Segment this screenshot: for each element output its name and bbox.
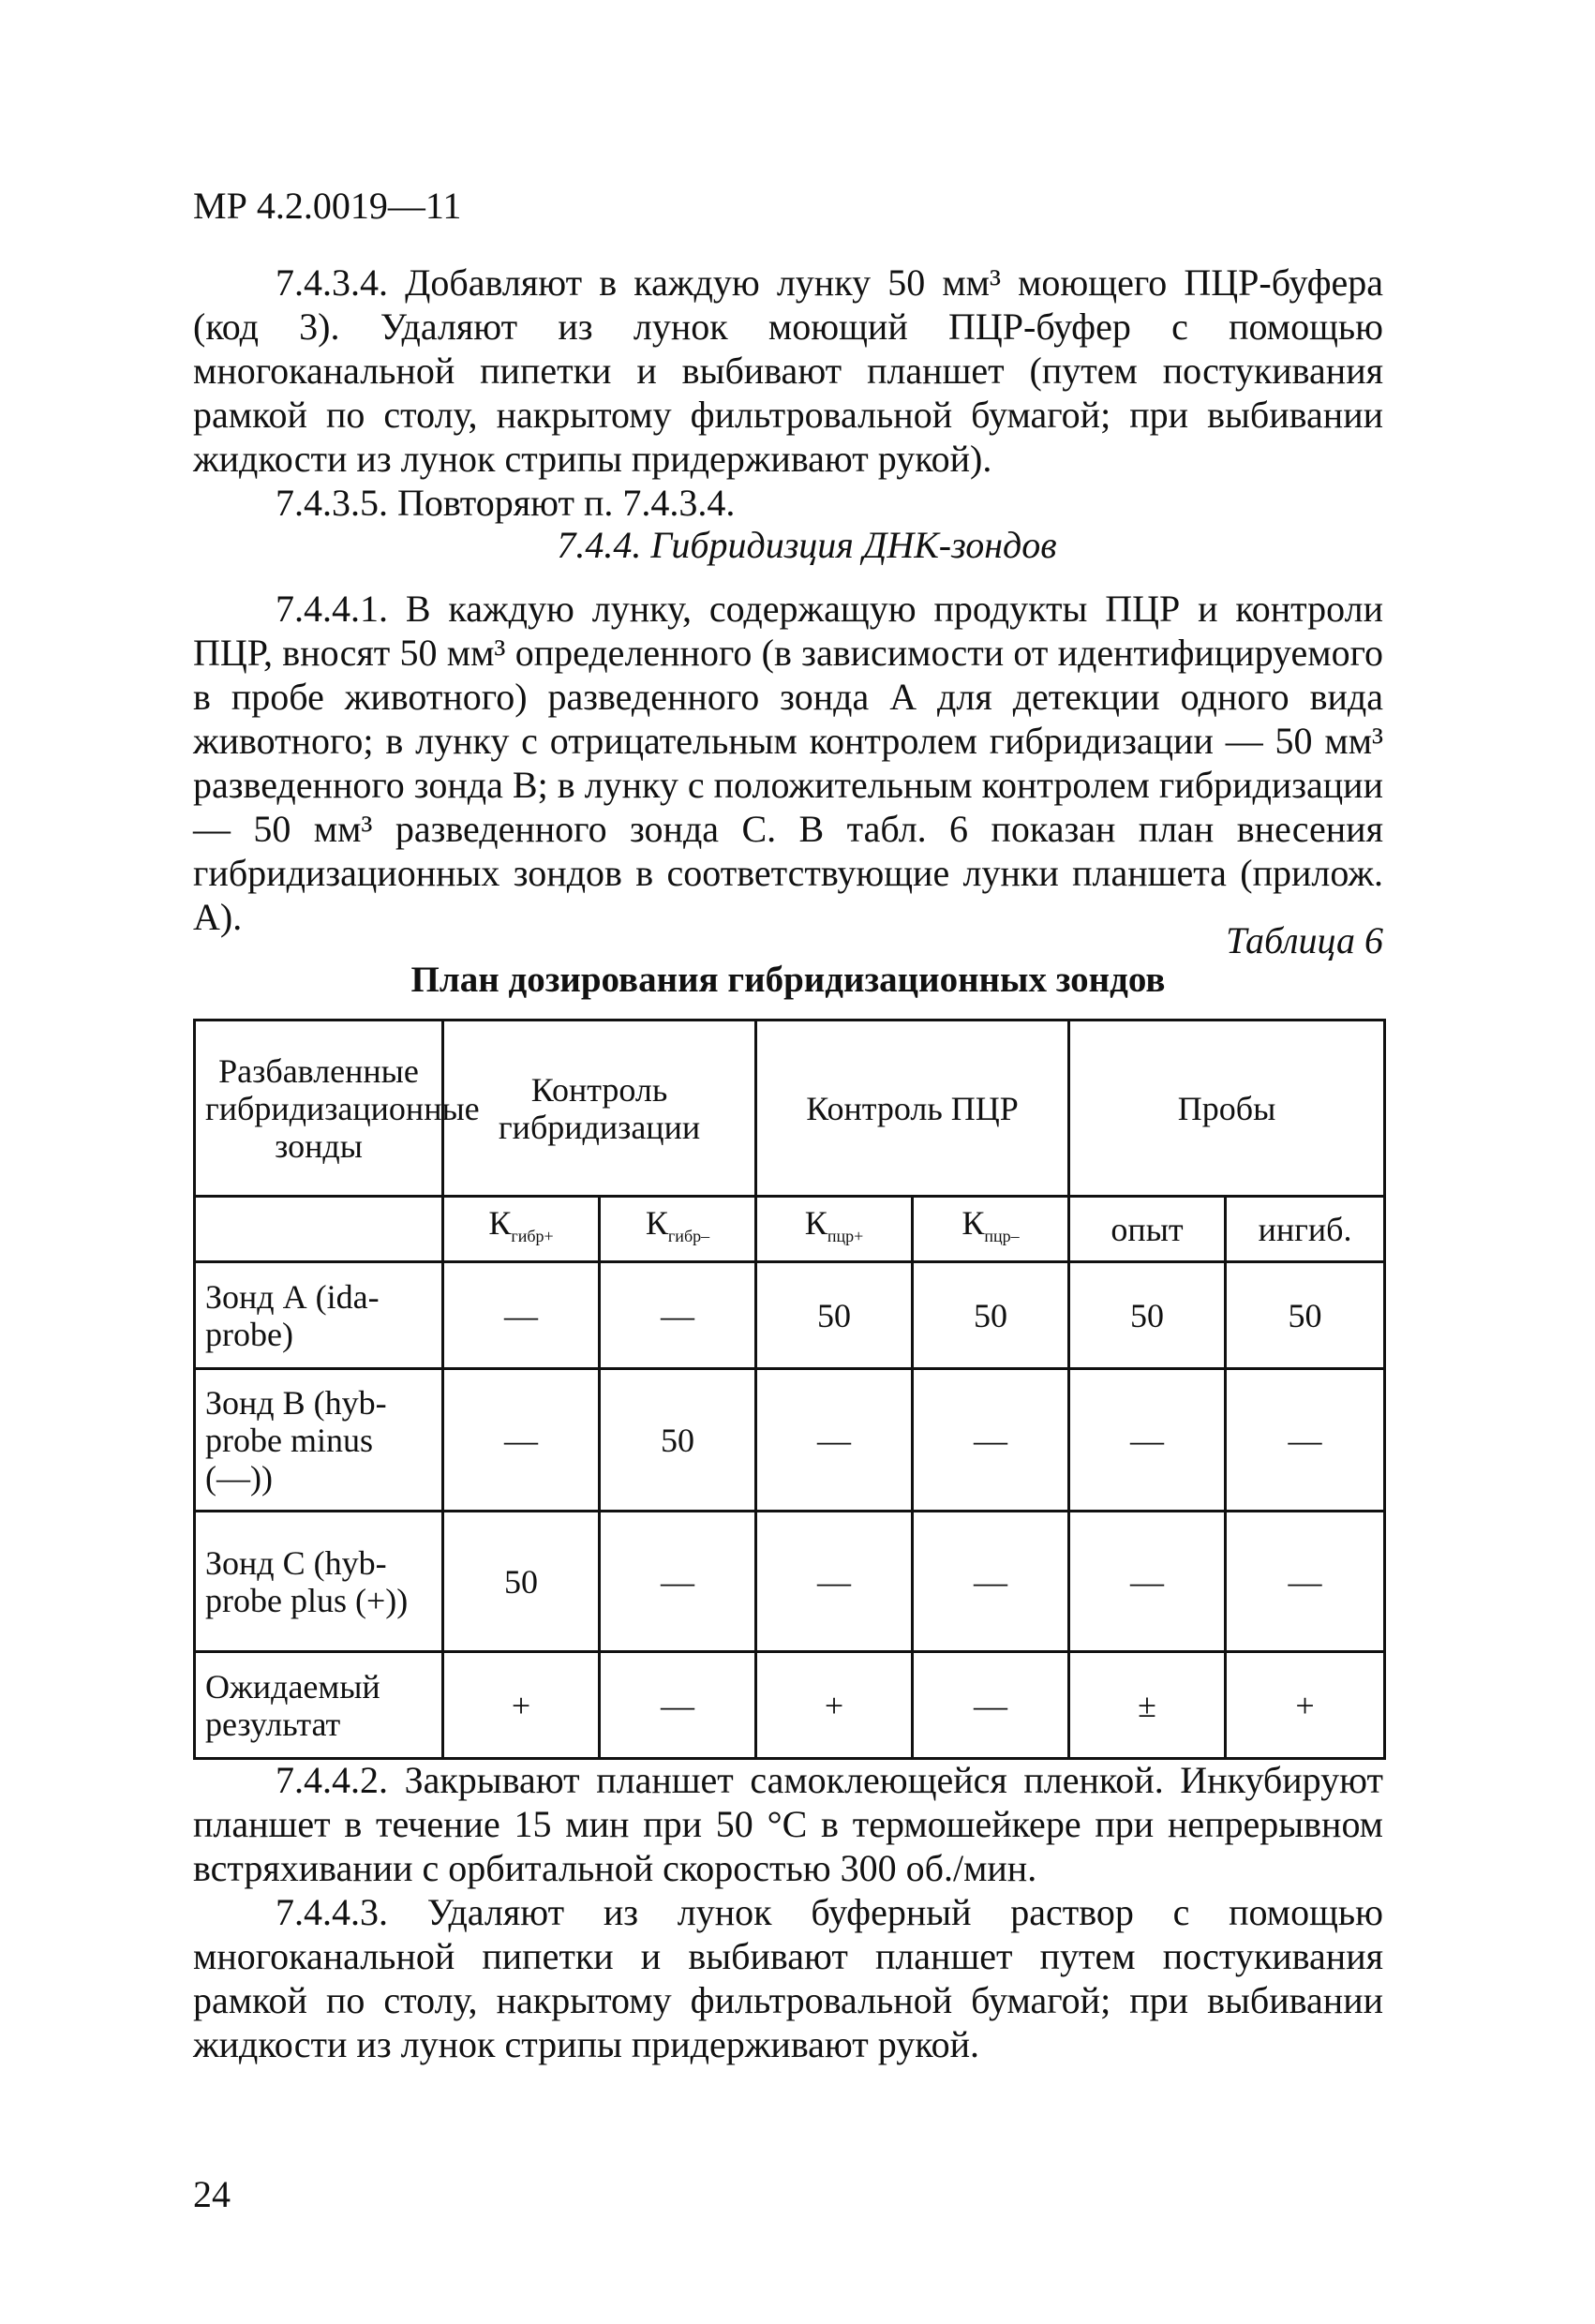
table-cell: —	[443, 1262, 600, 1369]
section-heading: 7.4.4. Гибридизция ДНК-зондов	[557, 524, 1057, 566]
paragraph-block-bottom	[193, 1758, 1383, 2066]
table-cell: —	[756, 1512, 913, 1652]
table-cell: 50	[443, 1512, 600, 1652]
table-cell: —	[600, 1512, 756, 1652]
table-cell: 50	[1226, 1262, 1385, 1369]
dosing-plan-table	[193, 1019, 1386, 1760]
table-header-row	[195, 1020, 1385, 1197]
table-cell: —	[600, 1652, 756, 1759]
table-cell: —	[1069, 1369, 1226, 1512]
paragraph-7-4-3-5: 7.4.3.5. Повторяют п. 7.4.3.4.	[276, 482, 736, 524]
group-header-hyb-control: Контроль гибридизации	[443, 1020, 756, 1197]
table-cell: —	[1226, 1369, 1385, 1512]
table-cell: —	[600, 1262, 756, 1369]
table-cell: 50	[600, 1369, 756, 1512]
table-cell: +	[756, 1652, 913, 1759]
paragraph-7-4-4-1: 7.4.4.1. В каждую лунку, содержащую продукты ПЦР и контроли ПЦР, вносят 50 мм³ определенного (в зависимости от идентифицируемого в пробе животного) разведенного зонда А для детекции одного вида животного; в лунку с отрицательным контролем гибридизации — 50 мм³ разведенного зонда В; в лунку с положительным контролем гибридизации — 50 мм³ разведенного зонда С. В табл. 6 показан план внесения гибридизационных зондов в соответствующие лунки планшета (прилож. А).	[193, 588, 1383, 938]
paragraph-block-mid	[193, 587, 1383, 939]
paragraph-block-top	[193, 261, 1383, 525]
row-label: Зонд А (ida-probe)	[195, 1262, 443, 1369]
table-row	[195, 1262, 1385, 1369]
subheader-empty-cell	[195, 1197, 443, 1262]
subheader-k-hyb-plus: $К_{гибр+}$	[443, 1197, 600, 1262]
table-row	[195, 1652, 1385, 1759]
table-title: План дозирования гибридизационных зондов	[410, 960, 1166, 1000]
table-cell: —	[913, 1512, 1069, 1652]
table-cell: +	[443, 1652, 600, 1759]
group-header-samples: Пробы	[1069, 1020, 1385, 1197]
table-cell: 50	[913, 1262, 1069, 1369]
table-label: Таблица 6	[1226, 919, 1383, 961]
table-cell: —	[756, 1369, 913, 1512]
subheader-inhibition: ингиб.	[1226, 1197, 1385, 1262]
table-cell: —	[1226, 1512, 1385, 1652]
table-cell: +	[1226, 1652, 1385, 1759]
table-cell: 50	[1069, 1262, 1226, 1369]
paragraph-7-4-4-2: 7.4.4.2. Закрывают планшет самоклеющейся пленкой. Инкубируют планшет в течение 15 мин при 50 °С в термошейкере при непрерывном встряхивании с орбитальной скоростью 300 об./мин.	[193, 1759, 1383, 1889]
running-header: МР 4.2.0019—11	[193, 185, 462, 227]
row-label: Ожидаемый результат	[195, 1652, 443, 1759]
table-cell: —	[1069, 1512, 1226, 1652]
subheader-experiment: опыт	[1069, 1197, 1226, 1262]
table-row	[195, 1369, 1385, 1512]
corner-header: Разбавленные гибридизационные зонды	[195, 1020, 443, 1197]
table-cell: —	[913, 1369, 1069, 1512]
table-cell: —	[913, 1652, 1069, 1759]
table-cell: 50	[756, 1262, 913, 1369]
row-label: Зонд С (hyb-probe plus (+))	[195, 1512, 443, 1652]
table-cell: ±	[1069, 1652, 1226, 1759]
table-cell: —	[443, 1369, 600, 1512]
table-row	[195, 1512, 1385, 1652]
paragraph-7-4-4-3: 7.4.4.3. Удаляют из лунок буферный раствор с помощью многоканальной пипетки и выбивают планшет путем постукивания рамкой по столу, накрытому фильтровальной бумагой; при выбивании жидкости из лунок стрипы придерживают рукой.	[193, 1891, 1383, 2065]
row-label: Зонд В (hyb-probe minus (—))	[195, 1369, 443, 1512]
subheader-k-hyb-minus: $К_{гибр-}$	[600, 1197, 756, 1262]
paragraph-7-4-3-4: 7.4.3.4. Добавляют в каждую лунку 50 мм³ моющего ПЦР-буфера (код 3). Удаляют из лунок моющий ПЦР-буфер с помощью многоканальной пипетки и выбивают планшет (путем постукивания рамкой по столу, накрытому фильтровальной бумагой; при выбивании жидкости из лунок стрипы придерживают рукой).	[193, 261, 1383, 480]
table-subheader-row	[195, 1197, 1385, 1262]
subheader-k-pcr-minus: $К_{пцр-}$	[913, 1197, 1069, 1262]
subheader-k-pcr-plus: $К_{пцр+}$	[756, 1197, 913, 1262]
group-header-pcr-control: Контроль ПЦР	[756, 1020, 1069, 1197]
page-number: 24	[193, 2173, 231, 2215]
